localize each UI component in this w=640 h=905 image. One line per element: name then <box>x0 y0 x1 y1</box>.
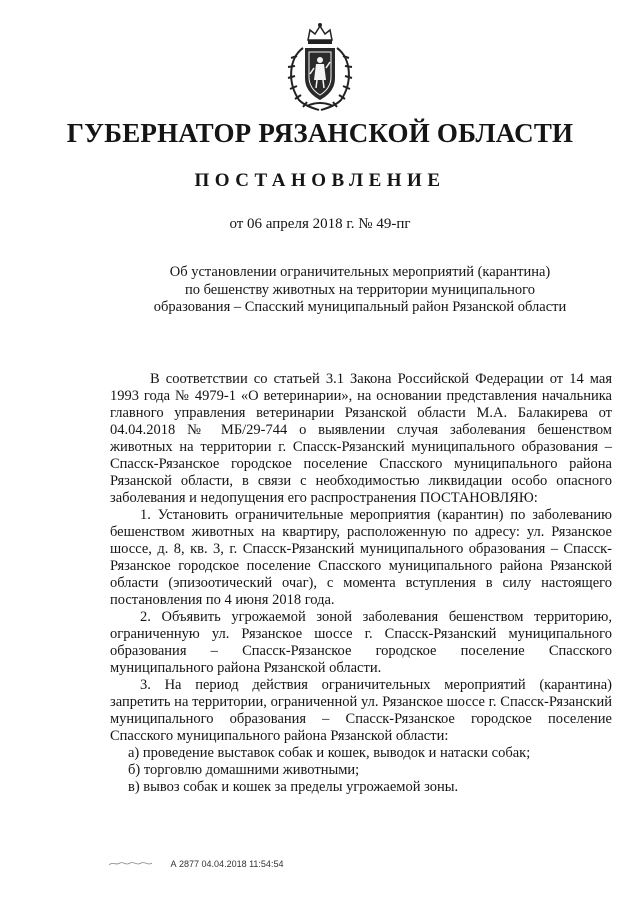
preamble-paragraph: В соответствии со статьей 3.1 Закона Российской Федерации от 14 мая 1993 года № 4979-1 «О ветеринарии», на основании представления начальника главного управления ветеринарии Рязанской области М.А. Балакирева от 04.04.2018 № МБ/29-744 о выявлении случая заболевания бешенством животных на территории г. Спасск-Рязанский муниципального образования – Спасск-Рязанское городское поселение Спасского муниципального района Рязанской области, в связи с необходимостью ликвидации особо опасного заболевания и недопущения его распространения ПОСТАНОВЛЯЮ: <box>110 371 612 506</box>
clause-3-subitem-b: б) торговлю домашними животными; <box>128 762 360 778</box>
subject-line: Об установлении ограничительных мероприятий (карантина) <box>169 264 551 280</box>
handwritten-initials-icon <box>108 859 160 867</box>
ryazan-coat-of-arms-icon <box>283 22 357 114</box>
subject-line: образования – Спасский муниципальный район Рязанской области <box>153 299 567 315</box>
registration-footer <box>108 859 283 869</box>
document-date-number: от 06 апреля 2018 г. № 49-пг <box>229 216 411 232</box>
registration-stamp: А 2877 04.04.2018 11:54:54 <box>170 859 284 869</box>
clause-3-subitem-c: в) вывоз собак и кошек за пределы угрожаемой зоны. <box>128 779 459 795</box>
document-body <box>110 371 612 796</box>
issuer-title: ГУБЕРНАТОР РЯЗАНСКОЙ ОБЛАСТИ <box>66 118 574 148</box>
subject-line: по бешенству животных на территории муниципального <box>184 281 536 298</box>
clause-2: 2. Объявить угрожаемой зоной заболевания бешенством территорию, ограниченную ул. Рязанское шоссе г. Спасск-Рязанский муниципального образования – Спасск-Рязанское городское поселение Спасского муниципального района Рязанской области. <box>110 609 612 676</box>
document-type: ПОСТАНОВЛЕНИЕ <box>194 170 446 191</box>
clause-3: 3. На период действия ограничительных мероприятий (карантина) запретить на территории, ограниченной ул. Рязанское шоссе г. Спасск-Рязанский муниципального образования – Спасск-Рязанское городское поселение Спасского муниципального района Рязанской области: <box>110 677 612 744</box>
document-subject <box>140 264 580 317</box>
clause-1: 1. Установить ограничительные мероприятия (карантин) по заболеванию бешенством животных на квартиру, расположенную по адресу: ул. Рязанское шоссе, д. 8, кв. 3, г. Спасск-Рязанский муниципального образования – Спасск-Рязанское городское поселение Спасского муниципального района Рязанской области (эпизоотический очаг), с момента вступления в силу настоящего постановления по 4 июня 2018 года. <box>110 507 612 608</box>
clause-3-subitem-a: а) проведение выставок собак и кошек, выводок и натаски собак; <box>128 745 531 761</box>
